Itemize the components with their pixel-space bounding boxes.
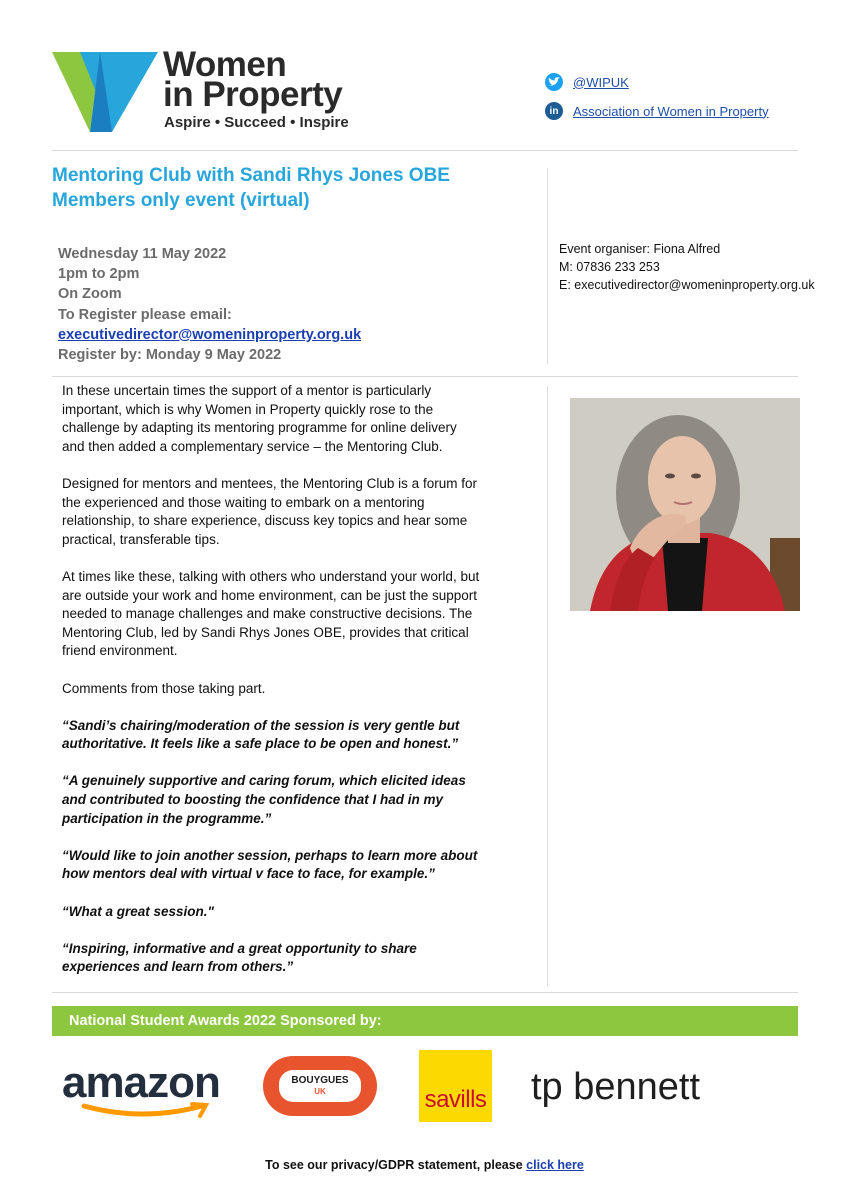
portrait-photo <box>570 398 800 611</box>
header-divider <box>52 150 798 151</box>
event-divider <box>52 376 798 377</box>
bouygues-logo <box>263 1056 377 1116</box>
register-by: Register by: Monday 9 May 2022 <box>58 347 282 364</box>
event-title-line1: Mentoring Club with Sandi Rhys Jones OBE <box>52 165 450 186</box>
bouygues-wordmark: BOUYGUES <box>291 1075 349 1086</box>
sponsor-heading: National Student Awards 2022 Sponsored by: <box>52 1006 798 1036</box>
amazon-logo <box>62 1060 234 1126</box>
twitter-row <box>545 73 629 91</box>
amazon-smile-icon <box>62 1102 234 1122</box>
twitter-link[interactable]: @WIPUK <box>573 74 629 90</box>
event-date: Wednesday 11 May 2022 <box>58 246 227 262</box>
linkedin-icon[interactable]: in <box>545 102 563 120</box>
organiser-email: E: executivedirector@womeninproperty.org.uk <box>559 278 815 292</box>
logo-title <box>163 45 343 114</box>
organiser-name: Event organiser: Fiona Alfred <box>559 242 721 256</box>
register-prompt: To Register please email: <box>58 306 232 323</box>
testimonial-quote: “Would like to join another session, perhaps to learn more about how mentors deal with virtual v face to face, for example.” <box>62 847 478 882</box>
paragraph: In these uncertain times the support of a mentor is particularly important, which is why Women in Property quickly rose to the challenge by adapting its mentoring programme for online delivery and then added a complementary service – the Mentoring Club. <box>62 383 457 454</box>
paragraph: Designed for mentors and mentees, the Mentoring Club is a forum for the experienced and those waiting to embark on a mentoring relationship, to share experience, discuss key topics and hear some practical, transferable tips. <box>62 475 477 547</box>
column-divider-top <box>547 168 548 364</box>
event-location: On Zoom <box>58 286 122 303</box>
amazon-wordmark: amazon <box>62 1058 220 1107</box>
register-email-link[interactable]: executivedirector@womeninproperty.org.uk <box>58 326 362 343</box>
logo-title-line2: in Property <box>163 75 343 114</box>
organiser-mobile: M: 07836 233 253 <box>559 260 660 274</box>
bouygues-badge <box>279 1070 361 1102</box>
testimonial-quote: “Inspiring, informative and a great opportunity to share experiences and learn from others.” <box>62 940 417 975</box>
linkedin-row <box>545 102 769 120</box>
event-title <box>52 163 450 213</box>
privacy-link[interactable]: click here <box>526 1158 584 1172</box>
body-divider <box>52 992 798 993</box>
logo-title-line1: Women <box>163 45 287 84</box>
paragraph: At times like these, talking with others who understand your world, but are outside your work and home environment, can be just the support needed to manage challenges and make constructive decisions. The Mentoring Club, led by Sandi Rhys Jones OBE, provides that critical friend environment. <box>62 568 480 659</box>
testimonial-quote: “A genuinely supportive and caring forum, which elicited ideas and contributed to boosting the confidence that I had in my participation in the programme.” <box>62 773 466 826</box>
logo-tagline: Aspire • Succeed • Inspire <box>164 114 349 131</box>
privacy-footer <box>0 1158 849 1172</box>
twitter-icon[interactable] <box>545 73 563 91</box>
privacy-text: To see our privacy/GDPR statement, please <box>265 1158 527 1172</box>
linkedin-link[interactable]: Association of Women in Property <box>573 103 769 119</box>
testimonial-quote: “What a great session." <box>62 903 214 919</box>
article-body <box>62 382 482 996</box>
savills-logo <box>419 1050 492 1122</box>
column-divider-body <box>547 386 548 986</box>
bouygues-uk: UK <box>314 1087 326 1096</box>
tp-bennett-logo: tp bennett <box>531 1066 701 1108</box>
paragraph: Comments from those taking part. <box>62 680 266 696</box>
testimonial-quote: “Sandi’s chairing/moderation of the session is very gentle but authoritative. It feels like a safe place to be open and honest.” <box>62 717 460 752</box>
organiser-info <box>559 240 815 294</box>
savills-wordmark: savills <box>424 1086 487 1113</box>
event-time: 1pm to 2pm <box>58 266 140 283</box>
event-title-line2: Members only event (virtual) <box>52 190 310 211</box>
event-details <box>58 244 361 365</box>
wip-logo-mark <box>52 52 158 132</box>
